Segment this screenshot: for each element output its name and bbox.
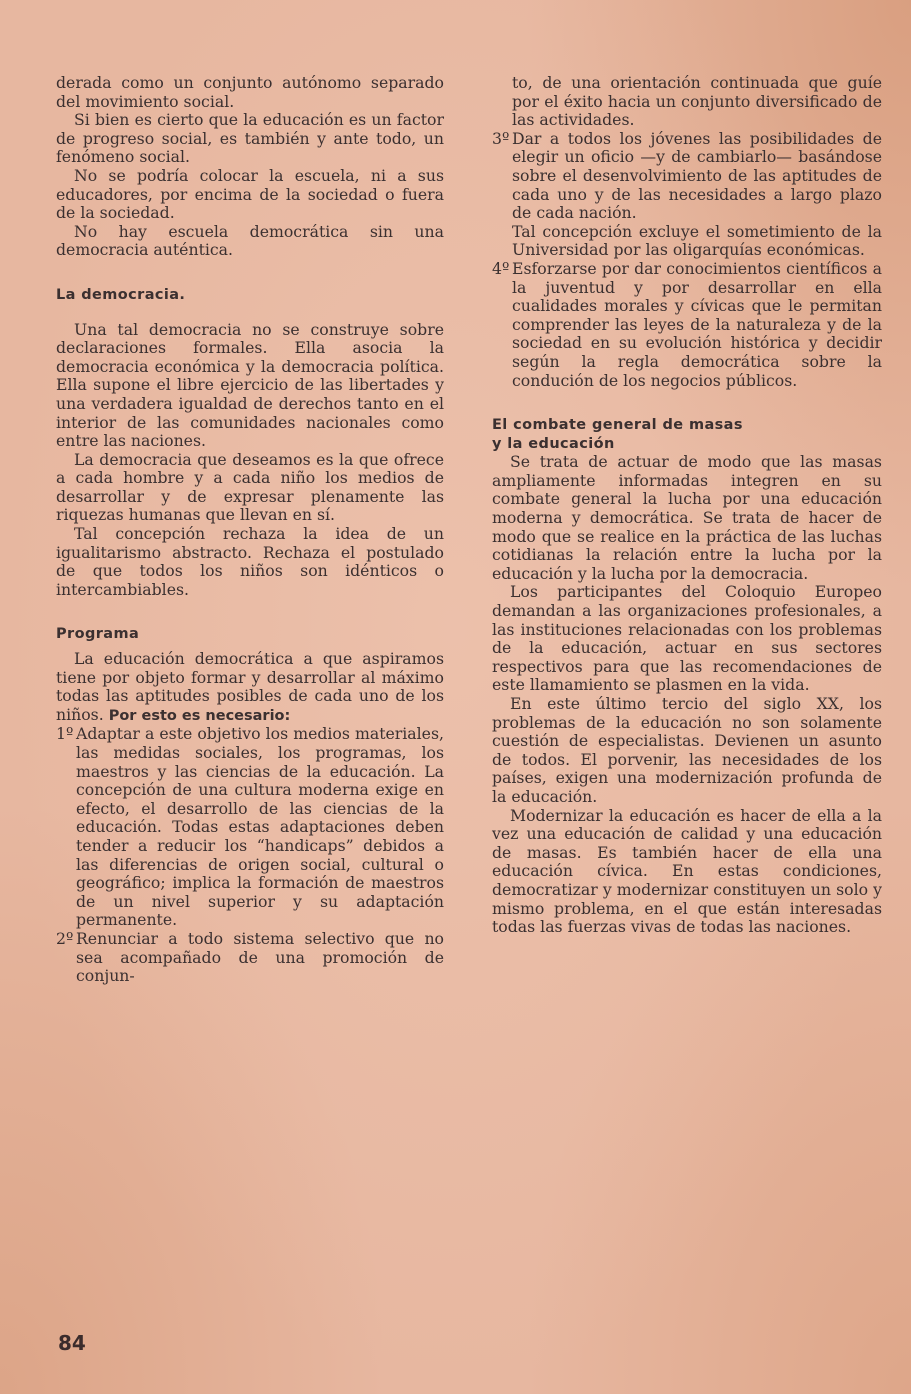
section-heading-combate: El combate general de masas (492, 417, 743, 434)
item-text: Dar a todos los jóvenes las posibilidades de elegir un oficio —y de cambiarlo— basándose sobre el desenvolvimiento de las aptitudes de cada uno y de las necesidades a largo plazo de cada nación. (512, 128, 882, 223)
paragraph: En este último tercio del siglo XX, los problemas de la educación no son solamente cuestión de especialistas. Devienen un asunto de todos. El porvenir, las necesidades de los países, exigen una modernización profunda de la educación. (492, 694, 882, 806)
numbered-item-2-continued (492, 74, 882, 130)
item-text: to, de una orientación continuada que guíe por el éxito hacia un conjunto diversificado de las actividades. (512, 73, 882, 130)
numbered-item-2 (56, 930, 444, 986)
item-number: 4º (492, 258, 510, 278)
paragraph: Una tal democracia no se construye sobre declaraciones formales. Ella asocia la democracia económica y la democracia política. Ella supone el libre ejercicio de las libertades y una verdadera igualdad de derechos tanto en el interior de las comunidades nacionales como entre las naciones. (56, 319, 444, 451)
emphasis-text: Por esto es necesario: (108, 707, 291, 724)
paragraph: derada como un conjunto autónomo separado del movimiento social. (56, 73, 444, 111)
numbered-item-3 (492, 130, 882, 260)
item-text: Adaptar a este objetivo los medios materiales, las medidas sociales, los programas, los maestros y las ciencias de la educación. La concepción de una cultura moderna exige en efecto, el desarrollo de las ciencias de la educación. Todas estas adaptaciones deben tender a reducir los “handicaps” debidos a las diferencias de origen social, cultural o geográfico; implica la formación de maestros de un nivel superior y su adaptación permanente. (76, 724, 444, 930)
paragraph: Los participantes del Coloquio Europeo demandan a las organizaciones profesionales, a las instituciones relacionadas con los problemas de la educación, actuar en sus sectores respectivos para que las recomendaciones de este llamamiento se plasmen en la vida. (492, 582, 882, 695)
paragraph-text: La educación democrática a que aspiramos tiene por objeto formar y desarrollar al máximo todas las aptitudes posibles de cada uno de los niños. (56, 649, 444, 724)
paragraph (56, 650, 444, 725)
item-text: Esforzarse por dar conocimientos científicos a la juventud y por desarrollar en ella cualidades morales y cívicas que le permitan comprender las leyes de la naturaleza y de la sociedad en su evolución histórica y decidir según la regla democrática sobre la condución de los negocios públicos. (512, 258, 882, 390)
paragraph: Modernizar la educación es hacer de ella a la vez una educación de calidad y una educación de masas. Es también hacer de ella una educación cívica. En estas condiciones, democratizar y modernizar constituyen un solo y mismo problema, en el que están interesadas todas las fuerzas vivas de todas las naciones. (492, 805, 882, 937)
page-number: 84 (58, 1331, 86, 1355)
section-heading-democracia: La democracia. (56, 286, 186, 303)
item-text: Tal concepción excluye el sometimiento de la Universidad por las oligarquías económicas. (512, 221, 882, 260)
paragraph: No hay escuela democrática sin una democracia auténtica. (56, 221, 444, 260)
paragraph: Tal concepción rechaza la idea de un igualitarismo abstracto. Rechaza el postulado de que todos los niños son idénticos o intercambiables. (56, 524, 444, 599)
paragraph: La democracia que deseamos es la que ofrece a cada hombre y a cada niño los medios de desarrollar y de expresar plenamente las riquezas humanas que llevan en sí. (56, 449, 444, 525)
item-text: Renunciar a todo sistema selectivo que no sea acompañado de una promoción de conjun- (76, 928, 444, 986)
item-number: 1º (56, 724, 74, 744)
section-heading-programa: Programa (56, 626, 140, 643)
numbered-item-4 (492, 260, 882, 390)
left-column (56, 74, 444, 986)
item-number: 2º (56, 928, 74, 948)
paragraph: Si bien es cierto que la educación es un factor de progreso social, es también y ante todo, un fenómeno social. (56, 110, 444, 167)
paragraph: No se podría colocar la escuela, ni a sus educadores, por encima de la sociedad o fuera de la sociedad. (56, 165, 444, 223)
item-number: 3º (492, 128, 510, 148)
right-column (492, 74, 882, 937)
section-heading-combate-line2: y la educación (492, 435, 615, 452)
paragraph: Se trata de actuar de modo que las masas ampliamente informadas integren en su combate general la lucha por una educación moderna y democrática. Se trata de hacer de modo que se realice en la práctica de las luchas cotidianas la relación entre la lucha por la educación y la lucha por la democracia. (492, 452, 882, 583)
numbered-item-1 (56, 725, 444, 930)
